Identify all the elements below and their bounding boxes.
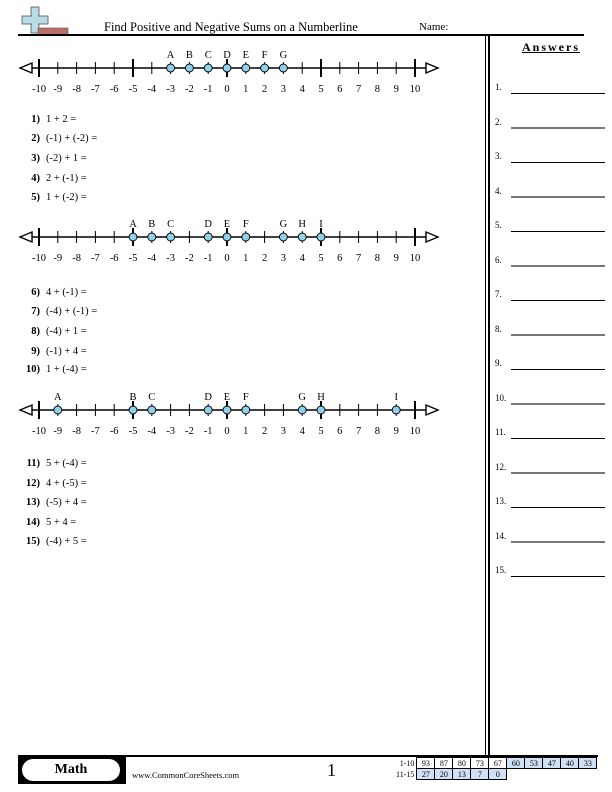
answer-line[interactable] [511,300,605,302]
answer-number: 7. [495,289,502,299]
answer-line[interactable] [511,162,605,164]
page-number: 1 [327,760,336,780]
tick-label: -2 [185,253,194,262]
tick-label: 8 [374,426,381,435]
point-label: I [319,219,323,230]
point-marker [223,233,231,241]
tick-label: 4 [299,84,305,93]
answer-field[interactable] [495,492,605,508]
tick-label: -3 [166,426,175,435]
answer-field[interactable] [495,320,605,336]
answer-number: 12. [495,461,507,472]
tick-label: 7 [355,84,362,93]
score-key-cell: 27 [417,769,435,780]
problem-expression: 4 + (-1) = [46,287,87,298]
answer-field[interactable] [495,251,605,267]
problem-item [20,173,87,184]
tick-label: 9 [393,426,399,435]
answer-line[interactable] [511,334,605,336]
answers-title: Answers [522,40,580,54]
point-marker [167,233,175,241]
answer-field[interactable] [495,354,605,370]
problem-number: 6) [31,287,40,298]
problem-item [20,458,87,469]
problem-item [20,306,97,317]
tick-label: 3 [280,84,287,93]
score-key-row [394,758,597,769]
answer-number: 11. [495,427,506,437]
problem-expression: 4 + (-5) = [46,478,87,489]
tick-label: -10 [32,426,46,435]
problem-item [20,133,97,144]
problem-number: 1) [31,114,40,125]
problem-expression: (-1) + 4 = [46,346,87,357]
problem-number: 3) [31,153,40,164]
answer-field[interactable] [495,216,605,232]
point-label: D [223,50,231,61]
point-label: E [242,50,250,61]
tick-label: 2 [261,426,268,435]
point-marker [279,64,287,72]
point-label: B [185,50,193,61]
point-label: H [298,219,306,230]
tick-label: -8 [72,253,81,262]
answer-line[interactable] [511,231,605,233]
answer-number: 5. [495,220,502,230]
tick-label: -5 [128,426,138,435]
tick-label: 1 [243,84,249,93]
problem-number: 11) [26,458,40,469]
point-label: B [129,392,137,403]
point-label: F [242,392,249,403]
problem-number: 14) [26,517,40,528]
score-key-cell: 20 [435,769,453,780]
tick-label: -1 [203,253,213,262]
problem-item [20,287,87,298]
score-key-cell: 73 [471,758,489,769]
number-line-1 [0,43,480,93]
score-key-cell: 60 [507,758,525,769]
answer-number: 2. [495,116,502,127]
answer-line[interactable] [511,93,605,95]
tick-label: -10 [32,84,46,93]
problem-expression: (-1) + (-2) = [46,133,98,144]
score-key-cell: 53 [525,758,543,769]
answer-field[interactable] [495,147,605,163]
point-label: F [261,50,268,61]
score-key-table [394,757,597,780]
problem-expression: 1 + 2 = [46,114,77,125]
problem-item [20,114,76,125]
column-divider [485,35,490,755]
answer-field[interactable] [495,458,605,474]
point-marker [242,64,250,72]
point-marker [298,233,306,241]
problem-expression: 1 + (-4) = [46,364,87,375]
problem-expression: (-4) + 5 = [46,536,87,547]
logo-icon [18,5,70,35]
score-key-cell: 67 [489,758,507,769]
problem-number: 12) [26,478,40,489]
tick-label: 6 [337,84,343,93]
tick-label: -9 [53,84,63,93]
answer-field[interactable] [495,561,605,577]
tick-label: -6 [109,84,119,93]
tick-label: 0 [224,84,230,93]
tick-label: 9 [393,253,399,262]
problem-expression: (-2) + 1 = [46,153,87,164]
problem-number: 4) [31,173,40,184]
answer-number: 3. [495,151,502,161]
tick-label: 6 [337,253,343,262]
problem-number: 13) [26,497,40,508]
score-key-cell: 0 [489,769,507,780]
score-key-label: 11-15 [396,769,415,779]
problem-number: 15) [26,536,40,547]
arrow-right-icon [426,232,438,242]
answer-line[interactable] [511,541,605,543]
tick-label: 4 [299,426,305,435]
point-marker [148,406,156,414]
answer-field[interactable] [495,285,605,301]
tick-label: -4 [147,84,157,93]
tick-label: 2 [261,253,268,262]
answer-number: 15. [495,565,507,575]
problem-number: 10) [26,364,40,375]
tick-label: 3 [280,253,287,262]
answer-line[interactable] [511,196,605,198]
tick-label: 3 [280,426,287,435]
problem-item [20,192,87,203]
point-label: A [166,50,175,61]
tick-label: -7 [91,84,100,93]
problem-number: 5) [31,192,40,203]
arrow-left-icon [20,405,32,415]
answer-field[interactable] [495,389,605,405]
answer-number: 6. [495,254,502,265]
score-key-cell: 33 [579,758,597,769]
point-label: A [129,219,137,230]
name-label: Name: [419,21,449,33]
tick-label: -7 [91,253,100,262]
score-key-cell: 47 [543,758,561,769]
point-label: D [204,219,212,230]
score-key-cell: 80 [453,758,471,769]
arrow-left-icon [20,63,32,73]
answer-number: 1. [495,82,502,92]
answer-field[interactable] [495,78,605,94]
point-marker [129,233,137,241]
tick-label: 1 [243,253,249,262]
problem-item [20,536,87,547]
answer-number: 8. [495,323,502,334]
tick-label: 8 [374,253,381,262]
point-label: E [223,392,231,403]
tick-label: 2 [261,84,268,93]
point-marker [392,406,400,414]
problem-expression: (-5) + 4 = [46,497,87,508]
answer-line[interactable] [511,438,605,440]
point-label: G [298,392,306,403]
tick-label: -4 [147,253,157,262]
point-marker [129,406,137,414]
point-label: C [204,50,212,61]
point-label: D [204,392,212,403]
tick-label: 1 [243,426,249,435]
point-label: A [54,392,62,403]
answer-field[interactable] [495,182,605,198]
point-marker [317,406,325,414]
arrow-left-icon [20,232,32,242]
tick-label: 10 [409,426,421,435]
tick-label: 5 [318,84,324,93]
answer-line[interactable] [511,369,605,371]
tick-label: 5 [318,253,324,262]
point-label: G [279,50,288,61]
score-key-cell: 7 [471,769,489,780]
answer-number: 4. [495,185,502,196]
tick-label: 8 [374,84,381,93]
tick-label: 4 [299,253,305,262]
point-marker [185,64,193,72]
tick-label: -4 [147,426,157,435]
tick-label: 6 [337,426,343,435]
score-key-cell: 93 [417,758,435,769]
tick-label: 7 [355,253,362,262]
header-rule [18,34,584,36]
answer-field[interactable] [495,527,605,543]
answer-number: 10. [495,392,507,403]
score-key-row [394,769,597,780]
site-url: www.CommonCoreSheets.com [132,770,240,780]
point-label: F [242,219,249,230]
problem-number: 9) [31,346,40,357]
answer-line[interactable] [511,507,605,509]
tick-label: 9 [393,84,399,93]
number-line-2 [0,212,480,262]
point-label: E [223,219,231,230]
point-marker [204,64,212,72]
problem-number: 7) [31,306,40,317]
point-marker [298,406,306,414]
tick-label: -7 [91,426,100,435]
problem-item [20,153,87,164]
answer-number: 9. [495,358,502,368]
problem-number: 8) [31,326,40,337]
point-label: C [167,219,175,230]
point-marker [242,233,250,241]
answer-line[interactable] [511,265,605,267]
tick-label: -9 [53,426,63,435]
answer-line[interactable] [511,472,605,474]
tick-label: -5 [128,253,138,262]
point-label: C [148,392,156,403]
problem-item [20,364,87,375]
point-marker [242,406,250,414]
problem-number: 2) [31,133,40,144]
tick-label: 0 [224,426,230,435]
tick-label: -6 [109,253,119,262]
problem-item [20,346,87,357]
point-label: B [148,219,156,230]
number-line-3 [0,385,480,435]
point-marker [279,233,287,241]
point-marker [148,233,156,241]
score-key-cell: 13 [453,769,471,780]
score-key-cell: 40 [561,758,579,769]
answer-line[interactable] [511,576,605,578]
tick-label: -2 [185,84,194,93]
problem-expression: 1 + (-2) = [46,192,87,203]
arrow-right-icon [426,63,438,73]
problem-expression: 5 + 4 = [46,517,77,528]
page-title: Find Positive and Negative Sums on a Numberline [104,20,358,34]
answer-line[interactable] [511,403,605,405]
answer-number: 13. [495,496,507,506]
point-marker [223,64,231,72]
point-marker [223,406,231,414]
problem-item [20,326,87,337]
tick-label: -3 [166,84,175,93]
subject-badge [18,756,126,784]
point-label: G [279,219,288,230]
point-label: I [394,392,398,403]
tick-label: -9 [53,253,63,262]
score-key-cell: 87 [435,758,453,769]
point-marker [317,233,325,241]
point-label: H [317,392,325,403]
tick-label: 10 [409,253,421,262]
answer-field[interactable] [495,423,605,439]
answer-field[interactable] [495,113,605,129]
tick-label: -2 [185,426,194,435]
score-key-label: 1-10 [399,758,415,768]
point-marker [54,406,62,414]
tick-label: -1 [203,426,213,435]
problem-expression: 2 + (-1) = [46,173,87,184]
point-marker [261,64,269,72]
subject-label: Math [22,759,120,781]
tick-label: -8 [72,426,81,435]
problem-item [20,517,76,528]
tick-label: -5 [128,84,138,93]
tick-label: 7 [355,426,362,435]
problem-expression: (-4) + 1 = [46,326,87,337]
answer-line[interactable] [511,127,605,129]
tick-label: 10 [409,84,421,93]
tick-label: 0 [224,253,230,262]
tick-label: -1 [203,84,213,93]
problem-item [20,478,87,489]
tick-label: 5 [318,426,324,435]
arrow-right-icon [426,405,438,415]
problem-expression: (-4) + (-1) = [46,306,98,317]
tick-label: -8 [72,84,81,93]
point-marker [167,64,175,72]
answer-number: 14. [495,530,507,541]
tick-label: -3 [166,253,175,262]
problem-expression: 5 + (-4) = [46,458,87,469]
tick-label: -6 [109,426,119,435]
problem-item [20,497,87,508]
tick-label: -10 [32,253,46,262]
point-marker [204,233,212,241]
point-marker [204,406,212,414]
